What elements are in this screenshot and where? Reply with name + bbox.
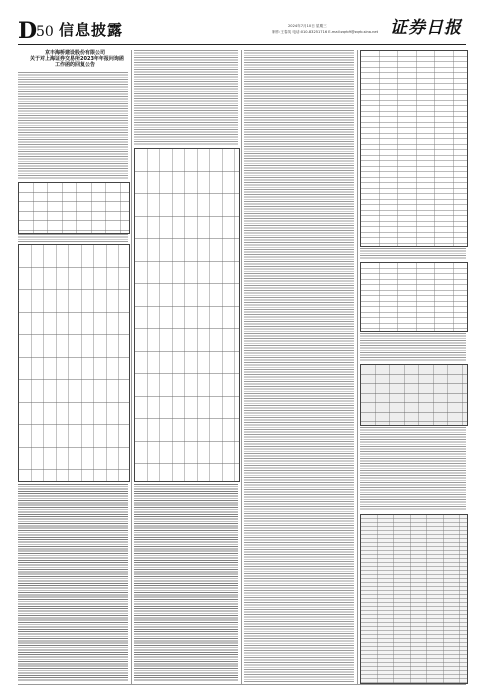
header-rule bbox=[18, 44, 466, 45]
column-1-text-mid bbox=[18, 234, 128, 242]
column-rule-3 bbox=[357, 50, 358, 684]
column-1-text-top bbox=[18, 72, 128, 180]
column-3-text bbox=[244, 50, 354, 682]
article-headline bbox=[30, 50, 124, 68]
newspaper-logo: 证券日报 bbox=[390, 18, 462, 38]
section-title: 信息披露 bbox=[59, 21, 124, 39]
column-4-table-top bbox=[360, 50, 468, 247]
column-4-table-small bbox=[360, 364, 468, 426]
section-number: 50 bbox=[36, 24, 54, 40]
company-name: 京丰海桥建设股份有限公司 bbox=[44, 50, 105, 56]
column-rule-2 bbox=[241, 50, 242, 684]
column-rule-1 bbox=[131, 50, 132, 684]
column-1-table-small bbox=[18, 182, 130, 234]
masthead bbox=[0, 0, 484, 50]
column-4-text-2 bbox=[360, 333, 466, 361]
column-2-table bbox=[134, 148, 240, 482]
column-4-table-bottom bbox=[360, 514, 468, 684]
column-4-text-3 bbox=[360, 427, 466, 511]
column-4-text-1 bbox=[360, 248, 466, 260]
column-1-table-tall bbox=[18, 244, 130, 482]
column-4-table-mid bbox=[360, 262, 468, 332]
title-line-1: 关于对上海证券交易所2023年年报问询函 bbox=[30, 56, 124, 62]
column-2-text-bottom bbox=[134, 484, 238, 682]
title-line-2: 工作函的回复公告 bbox=[54, 62, 95, 68]
column-2-text-top bbox=[134, 50, 238, 145]
column-1-text-bottom bbox=[18, 484, 128, 682]
section-letter: D bbox=[18, 18, 37, 44]
date-line: 2024年7月10日 星期三 bbox=[288, 24, 327, 28]
footer-rule bbox=[18, 684, 466, 685]
contact-line: 制作:王春英 电话:010-83251716 E-mail:zqrb9@zqrb.sina.net bbox=[272, 30, 379, 34]
